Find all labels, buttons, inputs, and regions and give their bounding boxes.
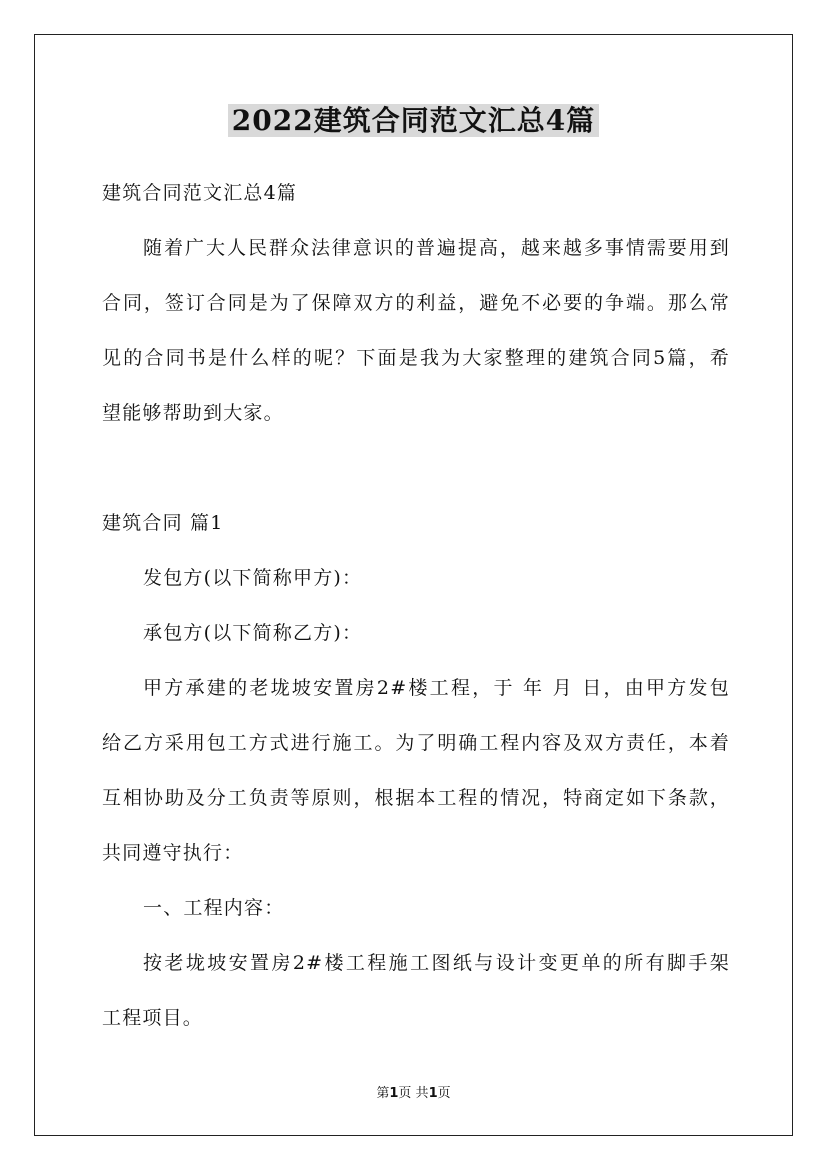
item1-line-1: 按老垅坡安置房2#楼工程施工图纸与设计变更单的所有脚手架	[143, 952, 730, 974]
footer-page-total: 1	[428, 1086, 438, 1101]
section-heading: 建筑合同 篇1	[102, 512, 224, 534]
party-a-line: 发包方(以下简称甲方)：	[143, 567, 363, 589]
document-title	[0, 101, 827, 141]
footer-page-number: 1	[389, 1086, 399, 1101]
page-footer	[0, 1082, 827, 1101]
footer-mid: 页 共	[398, 1086, 429, 1101]
footer-prefix: 第	[376, 1086, 390, 1101]
intro-line-4: 望能够帮助到大家。	[102, 402, 284, 424]
para1-line-3: 互相协助及分工负责等原则，根据本工程的情况，特商定如下条款，	[102, 787, 730, 809]
intro-line-3: 见的合同书是什么样的呢？下面是我为大家整理的建筑合同5篇，希	[102, 347, 730, 369]
intro-line-1: 随着广大人民群众法律意识的普遍提高，越来越多事情需要用到	[143, 237, 730, 259]
footer-suffix: 页	[437, 1086, 451, 1101]
party-b-line: 承包方(以下简称乙方)：	[143, 622, 363, 644]
document-title-text: 2022建筑合同范文汇总4篇	[228, 104, 599, 137]
para1-line-1: 甲方承建的老垅坡安置房2#楼工程，于 年 月 日，由甲方发包	[143, 677, 730, 699]
item1-line-2: 工程项目。	[102, 1007, 204, 1029]
subtitle: 建筑合同范文汇总4篇	[102, 182, 298, 204]
para1-line-2: 给乙方采用包工方式进行施工。为了明确工程内容及双方责任，本着	[102, 732, 730, 754]
intro-line-2: 合同，签订合同是为了保障双方的利益，避免不必要的争端。那么常	[102, 292, 730, 314]
item1-heading: 一、工程内容：	[143, 897, 285, 919]
para1-line-4: 共同遵守执行：	[102, 842, 244, 864]
